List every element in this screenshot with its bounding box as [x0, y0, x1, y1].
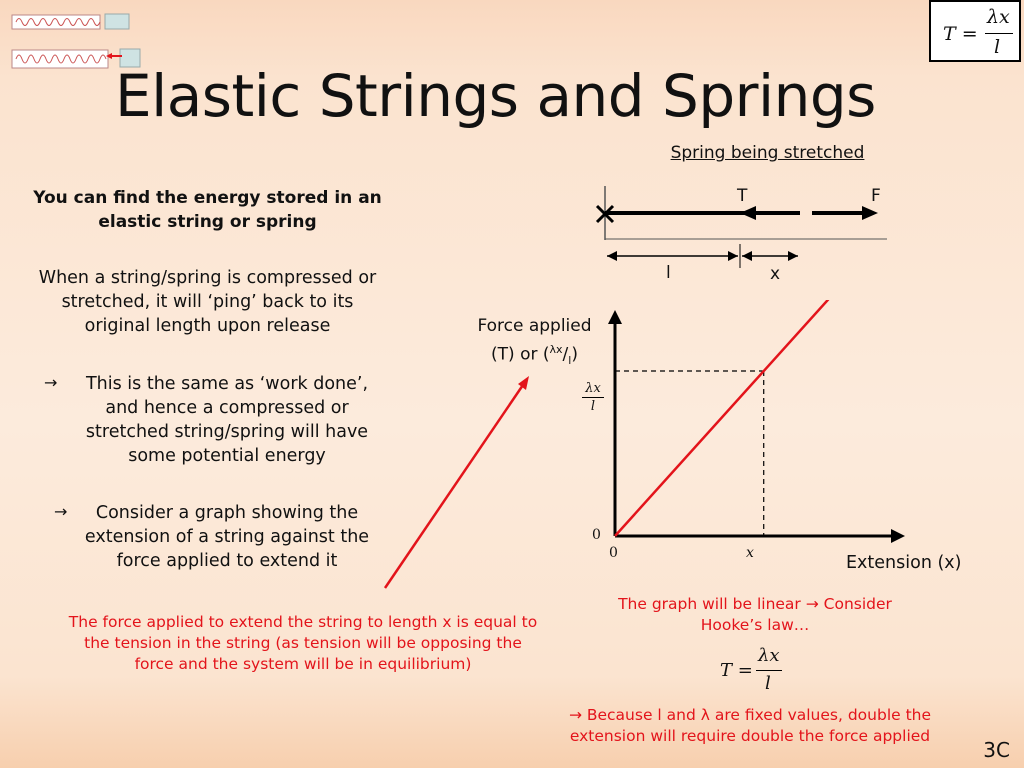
- formula-numerator: λx: [987, 6, 1010, 28]
- force-extension-chart: [570, 300, 920, 570]
- bullet-consider-graph: Consider a graph showing the extension of a string against the force applied to extend it: [84, 503, 370, 571]
- formula-lhs: T =: [943, 23, 978, 45]
- tension-equilibrium-note: The force applied to extend the string to length x is equal to the tension in the string (as tension will be opposing the force and the system will be in equilibrium): [68, 613, 538, 673]
- y-tick-denominator: l: [590, 399, 596, 414]
- spring-diagram-caption: Spring being stretched: [670, 143, 865, 163]
- bullet-arrow-icon: →: [44, 373, 58, 392]
- x-axis-arrowhead: [891, 529, 905, 543]
- y-tick-bar: [582, 397, 604, 398]
- force-label: F: [871, 186, 881, 206]
- bullet-work-done: This is the same as ‘work done’, and hence a compressed or stretched string/spring will have some potential energy: [85, 374, 369, 466]
- y-axis-label-line2: (T) or $(^{\lambda x}/_l)$: [491, 343, 578, 368]
- length-label: l: [666, 263, 671, 283]
- y-axis-arrowhead: [608, 310, 622, 324]
- extension-label: x: [770, 264, 781, 284]
- page-title: Elastic Strings and Springs: [115, 62, 876, 130]
- intro-text: You can find the energy stored in an elastic string or spring: [33, 188, 382, 232]
- y-axis-label-line1: Force applied: [477, 316, 592, 336]
- slide-number: 3C: [983, 738, 1010, 762]
- y-tick-fraction: [582, 381, 604, 414]
- linear-graph-note: The graph will be linear → Consider Hooke’s law…: [618, 595, 892, 634]
- hooke-denominator: l: [765, 673, 771, 694]
- formula-denominator: l: [994, 36, 1001, 58]
- hooke-fraction-bar: [756, 670, 782, 671]
- y-tick-numerator: λx: [585, 381, 601, 396]
- tension-label: T: [737, 186, 748, 206]
- bullet-arrow-icon: →: [54, 502, 68, 521]
- hooke-lhs: T =: [720, 660, 753, 681]
- x-axis-label: Extension (x): [846, 553, 962, 573]
- x-tick-label: x: [746, 545, 754, 561]
- hooke-numerator: λx: [758, 645, 780, 666]
- y-origin-label: 0: [592, 527, 601, 543]
- body-paragraph: When a string/spring is compressed or stretched, it will ‘ping’ back to its original length upon release: [38, 268, 377, 336]
- formula-fraction-bar: [985, 33, 1013, 34]
- x-origin-label: 0: [609, 545, 618, 561]
- red-pointer-arrow: [380, 370, 540, 595]
- force-extension-line: [615, 300, 838, 536]
- hooke-formula: [720, 645, 810, 697]
- formula-box: [929, 0, 1021, 62]
- double-extension-note: → Because l and λ are fixed values, double the extension will require double the force applied: [568, 706, 932, 745]
